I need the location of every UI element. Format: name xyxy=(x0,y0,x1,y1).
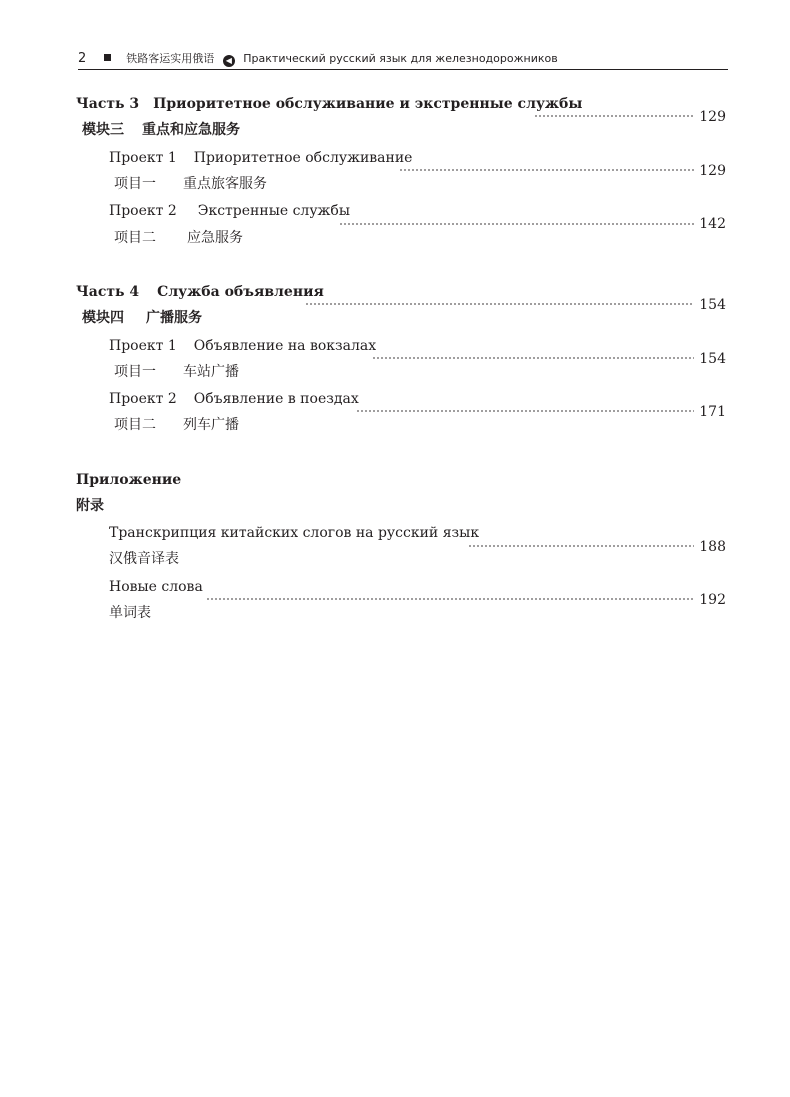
project-3-1-title: Приоритетное обслуживание xyxy=(193,150,413,166)
header-book-title-ru: Практический русский язык для железнодорожников xyxy=(243,52,558,65)
module-3-title-cn: 重点和应急服务 xyxy=(142,122,240,138)
header-book-title-cn: 铁路客运实用俄语 xyxy=(126,52,215,65)
module-4-label-cn: 模块四 xyxy=(82,310,124,326)
appendix-item-2-title-cn: 单词表 xyxy=(109,605,151,621)
project-4-1-page: 154 xyxy=(699,351,726,367)
project-4-2-page: 171 xyxy=(699,404,726,420)
running-header xyxy=(78,49,728,70)
project-4-1-heading-cn xyxy=(114,363,239,381)
project-4-1-heading[interactable] xyxy=(109,337,376,355)
module-4-title-cn: 广播服务 xyxy=(146,310,202,326)
appendix-item-1-title[interactable]: Транскрипция китайских слогов на русский язык xyxy=(109,525,480,541)
appendix-item-2-page: 192 xyxy=(699,592,726,608)
project-3-1-heading[interactable] xyxy=(109,149,412,167)
project-3-2-label-cn: 项目二 xyxy=(114,230,156,246)
project-4-2-label-cn: 项目二 xyxy=(114,417,156,433)
part-4-heading[interactable] xyxy=(76,283,324,301)
module-3-heading xyxy=(82,121,240,139)
project-4-1-label: Проект 1 xyxy=(109,338,177,354)
part-4-page: 154 xyxy=(699,297,726,313)
project-3-1-page: 129 xyxy=(699,163,726,179)
part-3-label: Часть 3 xyxy=(76,96,140,112)
leader-dots xyxy=(372,357,694,359)
project-3-2-page: 142 xyxy=(699,216,726,232)
leader-dots xyxy=(339,223,694,225)
leader-dots xyxy=(356,410,694,412)
leader-dots xyxy=(468,545,694,547)
module-3-label-cn: 模块三 xyxy=(82,122,124,138)
appendix-heading-cn: 附录 xyxy=(76,498,104,514)
part-4-title: Служба объявления xyxy=(157,284,324,300)
leader-dots xyxy=(399,169,694,171)
project-4-1-label-cn: 项目一 xyxy=(114,364,156,380)
project-3-1-label: Проект 1 xyxy=(109,150,177,166)
project-3-2-title-cn: 应急服务 xyxy=(187,230,243,246)
leader-dots xyxy=(305,303,694,305)
part-3-title: Приоритетное обслуживание и экстренные службы xyxy=(153,96,583,112)
appendix-item-1-title-cn: 汉俄音译表 xyxy=(109,551,179,567)
leader-dots xyxy=(534,115,694,117)
project-3-2-title: Экстренные службы xyxy=(197,203,351,219)
project-3-2-heading-cn xyxy=(114,229,243,247)
project-4-2-label: Проект 2 xyxy=(109,391,177,407)
project-3-1-heading-cn xyxy=(114,175,267,193)
project-4-2-heading[interactable] xyxy=(109,390,359,408)
project-4-2-heading-cn xyxy=(114,416,239,434)
project-4-2-title-cn: 列车广播 xyxy=(183,417,239,433)
project-3-1-label-cn: 项目一 xyxy=(114,176,156,192)
circle-arrow-left-icon: ◀ xyxy=(223,55,235,67)
square-bullet-icon xyxy=(104,54,111,61)
part-4-label: Часть 4 xyxy=(76,284,140,300)
project-3-2-label: Проект 2 xyxy=(109,203,177,219)
project-3-2-heading[interactable] xyxy=(109,202,350,220)
module-4-heading xyxy=(82,309,202,327)
project-4-2-title: Объявление в поездах xyxy=(193,391,359,407)
appendix-item-2-title[interactable]: Новые слова xyxy=(109,579,203,595)
leader-dots xyxy=(206,598,694,600)
part-3-heading[interactable] xyxy=(76,95,582,113)
header-page-number: 2 xyxy=(78,51,87,66)
appendix-item-1-page: 188 xyxy=(699,539,726,555)
part-3-page: 129 xyxy=(699,109,726,125)
project-4-1-title: Объявление на вокзалах xyxy=(193,338,377,354)
project-4-1-title-cn: 车站广播 xyxy=(183,364,239,380)
appendix-heading[interactable]: Приложение xyxy=(76,472,182,488)
project-3-1-title-cn: 重点旅客服务 xyxy=(183,176,267,192)
